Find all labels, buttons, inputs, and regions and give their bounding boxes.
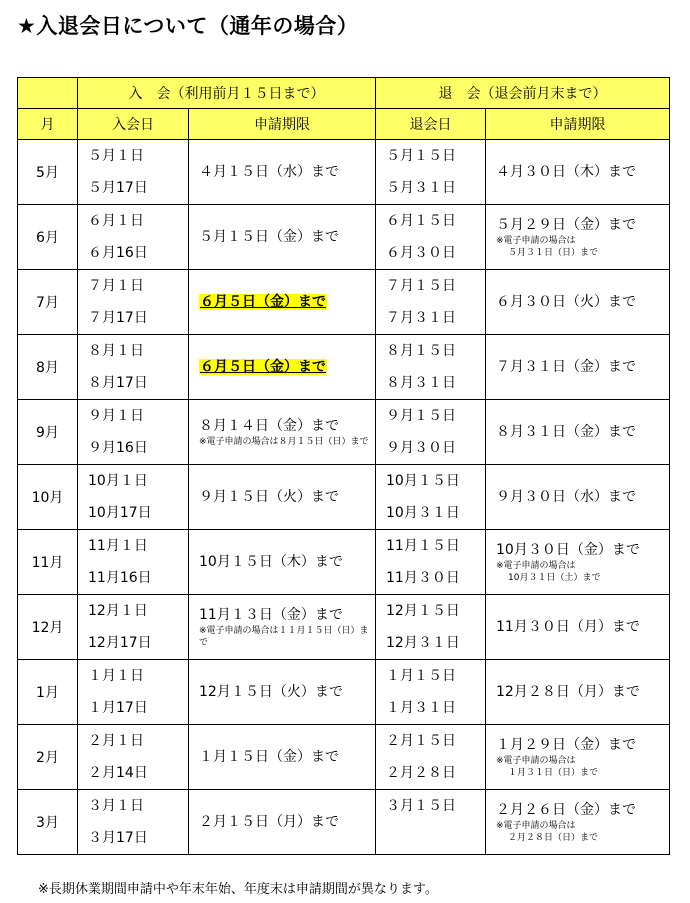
electronic-note: ※電子申請の場合は１１月１５日（日）まで — [199, 626, 369, 648]
withdraw-date-header: 退会日 — [376, 109, 486, 140]
withdraw-date-2: ２月２８日 — [386, 765, 456, 781]
withdraw-deadline-cell — [486, 725, 670, 790]
join-date-1: ３月１日 — [88, 798, 144, 814]
withdraw-deadline-cell — [486, 140, 670, 205]
month-cell: 10月 — [18, 465, 78, 530]
electronic-note: ※電子申請の場合は — [496, 561, 576, 571]
withdraw-date-2: 10月３１日 — [386, 505, 460, 521]
join-date-1: ９月１日 — [88, 408, 144, 424]
withdraw-date-cell — [376, 270, 486, 335]
month-cell: 7月 — [18, 270, 78, 335]
withdraw-date-2: 11月３０日 — [386, 570, 460, 586]
apply-deadline-cell — [189, 725, 376, 790]
withdraw-date-2: 12月３１日 — [386, 635, 460, 651]
join-date-2: ９月16日 — [88, 440, 148, 456]
withdraw-deadline-cell — [486, 530, 670, 595]
withdraw-deadline-cell — [486, 270, 670, 335]
month-cell: 11月 — [18, 530, 78, 595]
withdraw-date-2: ８月３１日 — [386, 375, 456, 391]
join-date-2: ８月17日 — [88, 375, 148, 391]
withdraw-deadline: ４月３０日（木）まで — [496, 164, 636, 180]
join-date-1: 10月１日 — [88, 473, 148, 489]
month-cell: 1月 — [18, 660, 78, 725]
join-date-1: ６月１日 — [88, 213, 144, 229]
withdraw-date-1: 11月１５日 — [386, 538, 460, 554]
apply-deadline: ８月１４日（金）まで — [199, 418, 339, 434]
apply-deadline: ４月１５日（水）まで — [199, 164, 339, 180]
withdraw-date-cell — [376, 660, 486, 725]
apply-deadline-cell — [189, 270, 376, 335]
withdraw-date-1: １月１５日 — [386, 668, 456, 684]
withdraw-date-1: ３月１５日 — [386, 798, 456, 814]
table-row — [18, 400, 670, 465]
join-date-cell — [78, 725, 189, 790]
withdraw-date-1: 10月１５日 — [386, 473, 460, 489]
table-row — [18, 270, 670, 335]
join-date-1: ７月１日 — [88, 278, 144, 294]
apply-deadline-header: 申請期限 — [189, 109, 376, 140]
apply-deadline: 10月１５日（木）まで — [199, 554, 343, 570]
withdraw-deadline-cell — [486, 660, 670, 725]
withdraw-date-1: ８月１５日 — [386, 343, 456, 359]
table-row — [18, 140, 670, 205]
join-date-1: ２月１日 — [88, 733, 144, 749]
apply-deadline-cell — [189, 530, 376, 595]
join-date-cell — [78, 595, 189, 660]
electronic-note: ※電子申請の場合は — [496, 756, 576, 766]
withdraw-date-cell — [376, 400, 486, 465]
electronic-note-date: ５月３１日（日）まで — [508, 248, 599, 258]
withdraw-date-1: ５月１５日 — [386, 148, 456, 164]
withdraw-deadline: 10月３０日（金）まで — [496, 542, 640, 558]
join-date-2: 11月16日 — [88, 570, 152, 586]
withdraw-date-2: ９月３０日 — [386, 440, 456, 456]
join-date-2: １月17日 — [88, 700, 148, 716]
withdraw-date-cell — [376, 465, 486, 530]
join-group-header: 入 会（利用前月１５日まで） — [78, 78, 376, 109]
apply-deadline: ５月１５日（金）まで — [199, 229, 339, 245]
electronic-note: ※電子申請の場合は — [496, 236, 576, 246]
join-date-1: ５月１日 — [88, 148, 144, 164]
table-row — [18, 790, 670, 855]
withdraw-date-1: ２月１５日 — [386, 733, 456, 749]
apply-deadline-cell — [189, 140, 376, 205]
join-date-1: ８月１日 — [88, 343, 144, 359]
month-cell: 8月 — [18, 335, 78, 400]
month-cell: 3月 — [18, 790, 78, 855]
join-date-2: 12月17日 — [88, 635, 152, 651]
withdraw-deadline: 12月２８日（月）まで — [496, 684, 640, 700]
footer-note: ※長期休業期間申請中や年末年始、年度末は申請期間が異なります。 — [38, 882, 438, 897]
withdraw-date-cell — [376, 790, 486, 855]
join-date-2: ６月16日 — [88, 245, 148, 261]
join-date-cell — [78, 465, 189, 530]
withdraw-deadline-cell — [486, 400, 670, 465]
withdraw-deadline: ９月３０日（水）まで — [496, 489, 636, 505]
withdraw-date-cell — [376, 335, 486, 400]
join-date-header: 入会日 — [78, 109, 189, 140]
apply-deadline-cell — [189, 205, 376, 270]
join-date-2: ５月17日 — [88, 180, 148, 196]
withdraw-date-2: ５月３１日 — [386, 180, 456, 196]
join-date-cell — [78, 660, 189, 725]
withdraw-deadline-cell — [486, 465, 670, 530]
join-date-2: ２月14日 — [88, 765, 148, 781]
withdraw-date-1: ９月１５日 — [386, 408, 456, 424]
withdraw-deadline: 11月３０日（月）まで — [496, 619, 640, 635]
apply-deadline: 12月１５日（火）まで — [199, 684, 343, 700]
highlighted-deadline: ６月５日（金）まで — [200, 294, 326, 310]
month-header: 月 — [18, 109, 78, 140]
month-cell: 2月 — [18, 725, 78, 790]
withdraw-deadline-cell — [486, 205, 670, 270]
join-date-1: 11月１日 — [88, 538, 148, 554]
table-row — [18, 335, 670, 400]
electronic-note-date: 10月３１日（土）まで — [508, 573, 601, 583]
withdraw-date-2: １月３１日 — [386, 700, 456, 716]
electronic-note: ※電子申請の場合は — [496, 821, 576, 831]
apply-deadline-cell — [189, 465, 376, 530]
join-date-cell — [78, 400, 189, 465]
apply-deadline: ２月１５日（月）まで — [199, 814, 339, 830]
withdraw-deadline: ８月３１日（金）まで — [496, 424, 636, 440]
withdraw-date-cell — [376, 595, 486, 660]
month-cell: 12月 — [18, 595, 78, 660]
withdraw-deadline: ６月３０日（火）まで — [496, 294, 636, 310]
apply-deadline-cell — [189, 400, 376, 465]
table-row — [18, 530, 670, 595]
withdraw-date-2: ７月３１日 — [386, 310, 456, 326]
withdraw-deadline-cell — [486, 790, 670, 855]
month-cell: 9月 — [18, 400, 78, 465]
withdraw-date-1: 12月１５日 — [386, 603, 460, 619]
apply-deadline: 11月１３日（金）まで — [199, 607, 343, 623]
table-row — [18, 465, 670, 530]
join-date-cell — [78, 335, 189, 400]
withdraw-group-header: 退 会（退会前月末まで） — [376, 78, 670, 109]
withdraw-deadline-header: 申請期限 — [486, 109, 670, 140]
join-date-2: ３月17日 — [88, 830, 148, 846]
withdraw-deadline: ５月２９日（金）まで — [496, 217, 636, 233]
join-date-cell — [78, 205, 189, 270]
withdraw-date-2 — [386, 822, 485, 854]
withdraw-date-cell — [376, 530, 486, 595]
withdraw-deadline: １月２９日（金）まで — [496, 737, 636, 753]
electronic-note: ※電子申請の場合は８月１５日（日）まで — [199, 437, 369, 447]
table-row — [18, 725, 670, 790]
join-date-cell — [78, 790, 189, 855]
apply-deadline-cell — [189, 595, 376, 660]
page-title: ★入退会日について（通年の場合） — [17, 14, 359, 38]
apply-deadline: １月１５日（金）まで — [199, 749, 339, 765]
table-row — [18, 205, 670, 270]
join-date-2: ７月17日 — [88, 310, 148, 326]
table-row — [18, 595, 670, 660]
apply-deadline: ９月１５日（火）まで — [199, 489, 339, 505]
join-date-1: １月１日 — [88, 668, 144, 684]
apply-deadline-cell — [189, 790, 376, 855]
table-row — [18, 660, 670, 725]
join-date-cell — [78, 140, 189, 205]
withdraw-date-cell — [376, 205, 486, 270]
apply-deadline-cell — [189, 335, 376, 400]
withdraw-deadline-cell — [486, 335, 670, 400]
join-date-2: 10月17日 — [88, 505, 152, 521]
withdraw-date-2: ６月３０日 — [386, 245, 456, 261]
join-date-1: 12月１日 — [88, 603, 148, 619]
header-blank — [18, 78, 78, 109]
apply-deadline-cell — [189, 660, 376, 725]
join-date-cell — [78, 270, 189, 335]
withdraw-deadline-cell — [486, 595, 670, 660]
withdraw-date-1: ７月１５日 — [386, 278, 456, 294]
withdraw-date-cell — [376, 140, 486, 205]
schedule-table — [17, 77, 670, 855]
withdraw-deadline: ２月２６日（金）まで — [496, 802, 636, 818]
withdraw-date-cell — [376, 725, 486, 790]
withdraw-deadline: ７月３１日（金）まで — [496, 359, 636, 375]
month-cell: 6月 — [18, 205, 78, 270]
join-date-cell — [78, 530, 189, 595]
highlighted-deadline: ６月５日（金）まで — [200, 359, 326, 375]
electronic-note-date: １月３１日（日）まで — [508, 768, 599, 778]
withdraw-date-1: ６月１５日 — [386, 213, 456, 229]
electronic-note-date: ２月２８日（日）まで — [508, 833, 599, 843]
month-cell: 5月 — [18, 140, 78, 205]
